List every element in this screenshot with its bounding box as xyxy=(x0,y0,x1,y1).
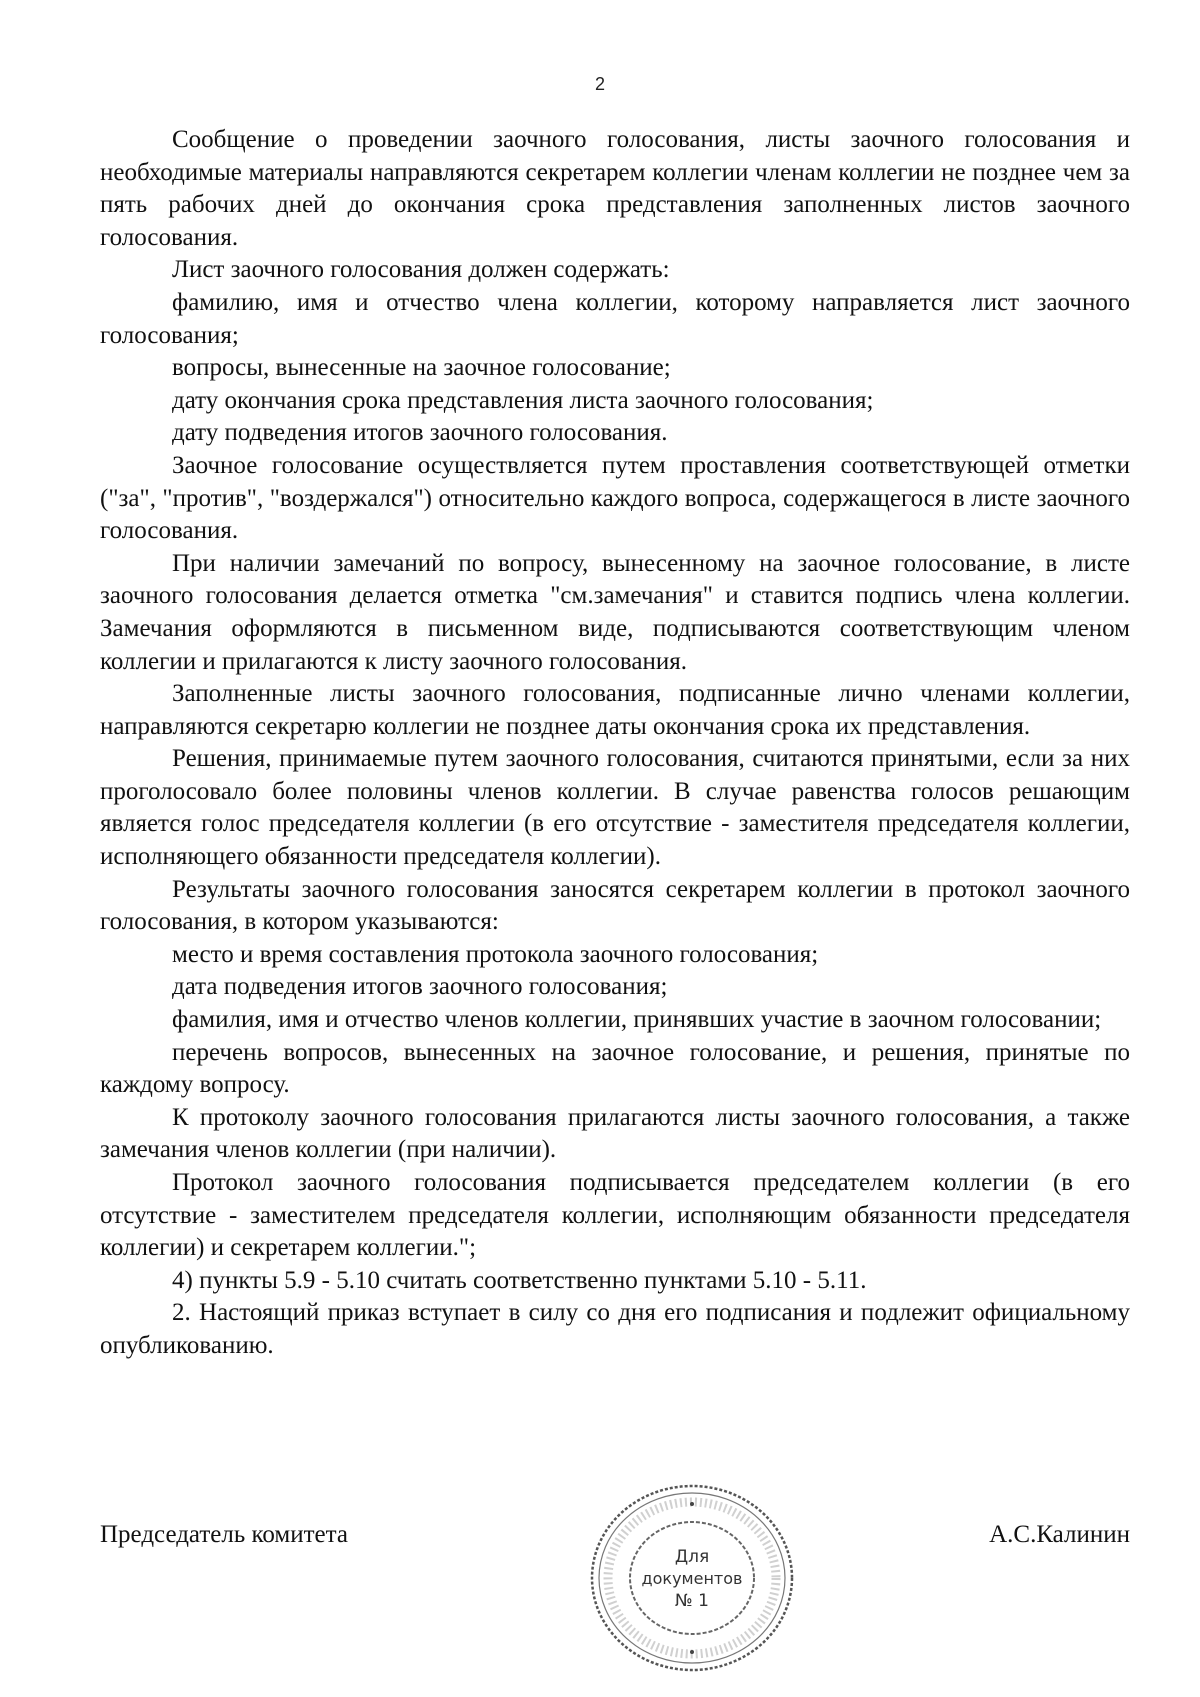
paragraph: 4) пункты 5.9 - 5.10 считать соответственно пунктами 5.10 - 5.11. xyxy=(172,1266,867,1294)
stamp-line-1: Для xyxy=(674,1547,710,1567)
paragraph: Заочное голосование осуществляется путем проставления соответствующей отметки ("за", "против", "воздержался") относительно каждого вопроса, содержащегося в листе заочного голосования. xyxy=(100,451,1130,545)
paragraph: вопросы, вынесенные на заочное голосование; xyxy=(172,354,671,382)
document-body xyxy=(100,124,1130,1363)
signatory-role: Председатель комитета xyxy=(100,1521,348,1548)
paragraph: фамилия, имя и отчество членов коллегии, принявших участие в заочном голосовании; xyxy=(172,1006,1102,1034)
paragraph: К протоколу заочного голосования прилагаются листы заочного голосования, а также замечания членов коллегии (при наличии). xyxy=(100,1103,1130,1164)
stamp-line-3: № 1 xyxy=(675,1591,709,1611)
page-number: 2 xyxy=(594,74,605,94)
paragraph: перечень вопросов, вынесенных на заочное голосование, и решения, принятые по каждому вопросу. xyxy=(100,1038,1130,1099)
paragraph: дату окончания срока представления листа заочного голосования; xyxy=(172,386,874,414)
stamp-line-2: документов xyxy=(641,1569,743,1588)
paragraph: Сообщение о проведении заочного голосования, листы заочного голосования и необходимые материалы направляются секретарем коллегии членам коллегии не позднее чем за пять рабочих дней до окончания срока представления заполненных листов заочного голосования. xyxy=(100,126,1130,251)
signatory-name: А.С.Калинин xyxy=(989,1521,1130,1548)
paragraph: место и время составления протокола заочного голосования; xyxy=(172,940,819,968)
stamp-star-icon xyxy=(690,1650,694,1654)
paragraph: дату подведения итогов заочного голосования. xyxy=(172,419,668,447)
paragraph: 2. Настоящий приказ вступает в силу со дня его подписания и подлежит официальному опубликованию. xyxy=(100,1299,1130,1359)
paragraph: дата подведения итогов заочного голосования; xyxy=(172,973,668,1001)
paragraph: Результаты заочного голосования заносятся секретарем коллегии в протокол заочного голосования, в котором указываются: xyxy=(100,875,1130,936)
stamp-graphic xyxy=(586,1480,798,1676)
paragraph: Решения, принимаемые путем заочного голосования, считаются принятыми, если за них проголосовало более половины членов коллегии. В случае равенства голосов решающим является голос председателя коллегии (в его отсутствие - заместителя председателя коллегии, исполняющего обязанности председателя коллегии). xyxy=(100,745,1130,871)
stamp-star-icon xyxy=(690,1502,694,1506)
official-stamp xyxy=(586,1480,798,1676)
paragraph: При наличии замечаний по вопросу, вынесенному на заочное голосование, в листе заочного голосования делается отметка "см.замечания" и ставится подпись члена коллегии. Замечания оформляются в письменном виде, подписываются соответствующим членом коллегии и прилагаются к листу заочного голосования. xyxy=(100,549,1130,675)
paragraph: Протокол заочного голосования подписывается председателем коллегии (в его отсутствие - заместителем председателя коллегии, исполняющим обязанности председателя коллегии) и секретарем коллегии."; xyxy=(100,1169,1130,1262)
paragraph: Заполненные листы заочного голосования, подписанные лично членами коллегии, направляются секретарю коллегии не позднее даты окончания срока их представления. xyxy=(100,680,1130,740)
paragraph: Лист заочного голосования должен содержать: xyxy=(172,256,670,284)
paragraph: фамилию, имя и отчество члена коллегии, которому направляется лист заочного голосования; xyxy=(100,288,1130,349)
